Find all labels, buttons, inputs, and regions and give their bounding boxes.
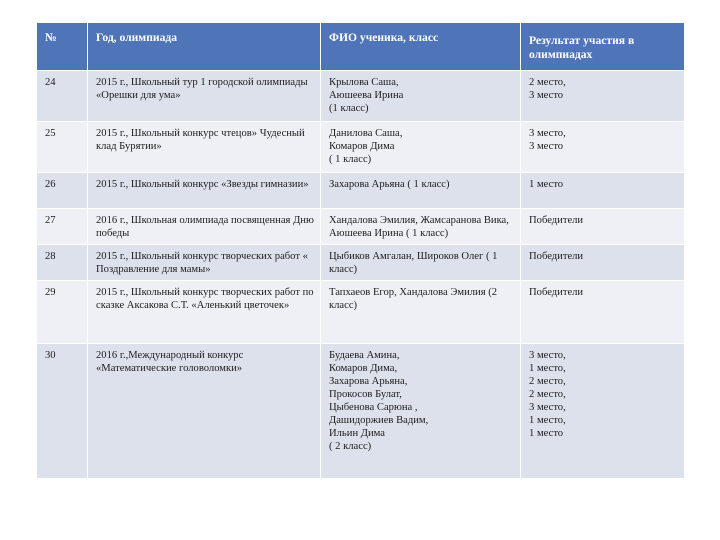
header-row [37,23,685,71]
row-event: 2016 г., Школьная олимпиада посвященная Дню победы [88,209,321,245]
row-result: Победители [521,245,685,281]
header-year-olympiad: Год, олимпиада [88,23,321,71]
header-result: Результат участия в олимпиадах [521,23,685,71]
table-row [37,122,685,173]
row-result: 3 место, 1 место, 2 место, 2 место, 3 место, 1 место, 1 место [521,344,685,479]
header-number: № [37,23,88,71]
row-event: 2016 г.,Международный конкурс «Математические головоломки» [88,344,321,479]
row-number: 24 [37,71,88,122]
row-students: Цыбиков Амгалан, Широков Олег ( 1 класс) [321,245,521,281]
row-number: 25 [37,122,88,173]
row-students: Будаева Амина, Комаров Дима, Захарова Арьяна, Прокосов Булат, Цыбенова Сарюна , Дашидоржиев Вадим, Ильин Дима ( 2 класс) [321,344,521,479]
row-students: Хандалова Эмилия, Жамсаранова Вика, Аюшеева Ирина ( 1 класс) [321,209,521,245]
row-number: 26 [37,173,88,209]
row-students: Тапхаеов Егор, Хандалова Эмилия (2 класс) [321,281,521,344]
row-result: Победители [521,209,685,245]
row-event: 2015 г., Школьный конкурс «Звезды гимназии» [88,173,321,209]
row-result: 3 место, 3 место [521,122,685,173]
row-event: 2015 г., Школьный конкурс творческих работ по сказке Аксакова С.Т. «Аленький цветочек» [88,281,321,344]
row-number: 28 [37,245,88,281]
olympiad-results-table [36,22,685,479]
row-event: 2015 г., Школьный тур 1 городской олимпиады «Орешки для ума» [88,71,321,122]
row-result: 2 место, 3 место [521,71,685,122]
row-event: 2015 г., Школьный конкурс творческих работ « Поздравление для мамы» [88,245,321,281]
row-number: 29 [37,281,88,344]
row-event: 2015 г., Школьный конкурс чтецов» Чудесный клад Бурятии» [88,122,321,173]
table-row [37,209,685,245]
table-row [37,173,685,209]
row-students: Данилова Саша, Комаров Дима ( 1 класс) [321,122,521,173]
row-number: 30 [37,344,88,479]
table-row [37,344,685,479]
header-student-class: ФИО ученика, класс [321,23,521,71]
row-result: 1 место [521,173,685,209]
table-row [37,245,685,281]
table-row [37,71,685,122]
row-result: Победители [521,281,685,344]
row-number: 27 [37,209,88,245]
row-students: Захарова Арьяна ( 1 класс) [321,173,521,209]
row-students: Крылова Саша, Аюшеева Ирина (1 класс) [321,71,521,122]
table-row [37,281,685,344]
